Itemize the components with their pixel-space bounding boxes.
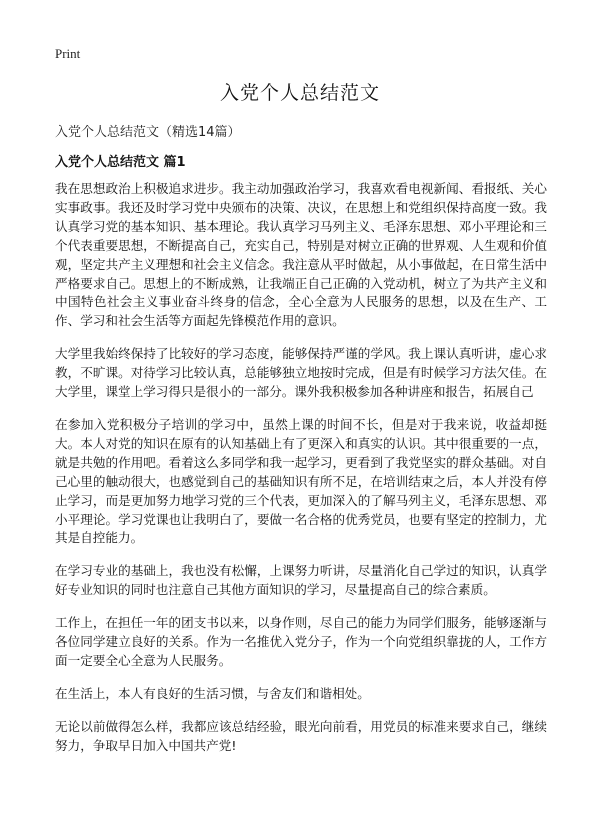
paragraph-7: 无论以前做得怎么样，我都应该总结经验，眼光向前看，用党员的标准来要求自己，继续努力，争取早日加入中国共产党!	[55, 718, 547, 753]
article-body	[55, 180, 547, 770]
page-title: 入党个人总结范文	[219, 82, 380, 104]
paragraph-6: 在生活上，本人有良好的生活习惯，与舍友们和谐相处。	[55, 685, 370, 701]
print-link[interactable]: Print	[55, 46, 81, 61]
paragraph-5: 工作上，在担任一年的团支书以来，以身作则，尽自己的能力为同学们服务，能够逐渐与各位同学建立良好的关系。作为一名推优入党分子，作为一个向党组织靠拢的人，工作方面一定要全心全意为人民服务。	[55, 615, 547, 668]
paragraph-4: 在学习专业的基础上，我也没有松懈，上课努力听讲，尽量消化自己学过的知识，认真学好专业知识的同时也注意自己其他方面知识的学习，尽量提高自己的综合素质。	[55, 563, 547, 598]
section-heading: 入党个人总结范文 篇1	[55, 155, 186, 170]
paragraph-2: 大学里我始终保持了比较好的学习态度，能够保持严谨的学风。我上课认真听讲，虚心求教，不旷课。对待学习比较认真，总能够独立地按时完成，但是有时候学习方法欠佳。在大学里，课堂上学习得只是很小的一部分。课外我积极参加各种讲座和报告，拓展自己	[55, 346, 547, 400]
document-subtitle: 入党个人总结范文（精选14篇）	[55, 125, 241, 140]
paragraph-1: 我在思想政治上积极追求进步。我主动加强政治学习，我喜欢看电视新闻、看报纸、关心实事政事。我还及时学习党中央颁布的决策、决议，在思想上和党组织保持高度一致。我认真学习党的基本知识、基本理论。我认真学习马列主义、毛泽东思想、邓小平理论和三个代表重要思想，不断提高自己，充实自己，特别是对树立正确的世界观、人生观和价值观，坚定共产主义理想和社会主义信念。我注意从平时做起，从小事做起，在日常生活中严格要求自己。思想上的不断成熟，让我端正自己正确的入党动机，树立了为共产主义和中国特色社会主义事业奋斗终身的信念，全心全意为人民服务的思想，以及在生产、工作、学习和社会生活等方面起先锋模范作用的意识。	[55, 181, 547, 329]
paragraph-3: 在参加入党积极分子培训的学习中，虽然上课的时间不长，但是对于我来说，收益却挺大。本人对党的知识在原有的认知基础上有了更深入和真实的认识。其中很重要的一点，就是共勉的作用吧。看着这么多同学和我一起学习，更看到了我党坚实的群众基础。对自己心里的触动很大，也感觉到自己的基础知识有所不足，在培训结束之后，本人并没有停止学习，而是更加努力地学习党的三个代表，更加深入的了解马列主义，毛泽东思想、邓小平理论。学习党课也让我明白了，要做一名合格的优秀党员，也要有坚定的控制力，尤其是自控能力。	[55, 416, 547, 546]
